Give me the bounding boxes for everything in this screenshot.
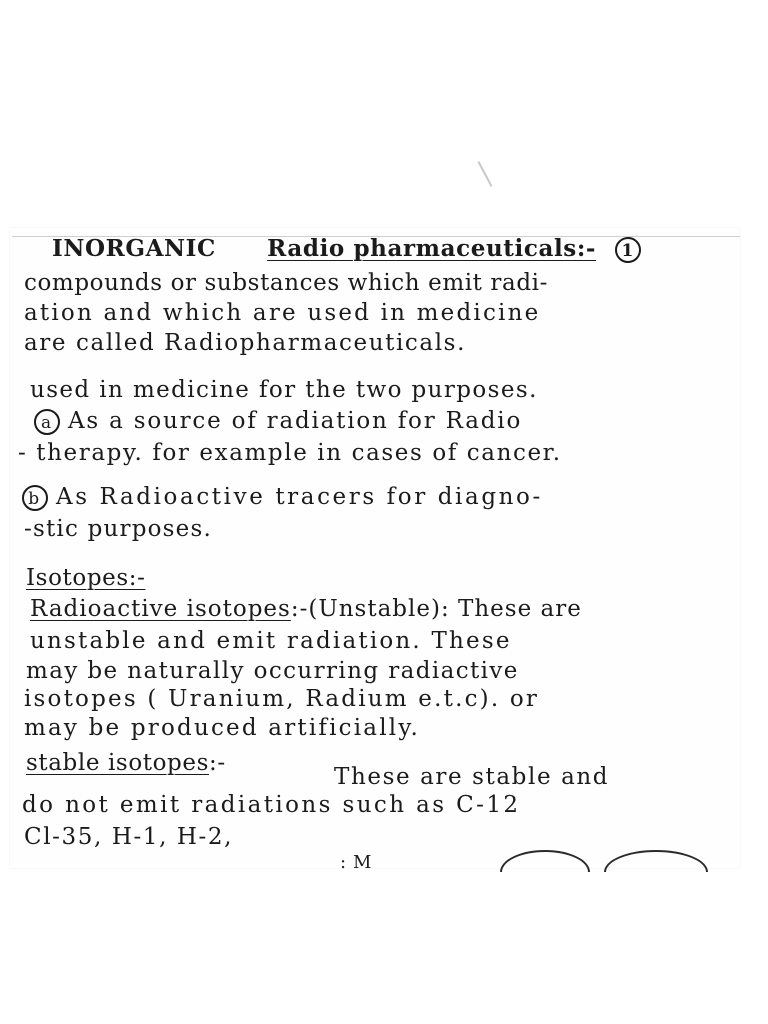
title-line: [52, 234, 649, 264]
definition-line-3: are called Radiopharmaceuticals.: [24, 330, 466, 356]
radioactive-qualifier: :-(Unstable): These are: [290, 596, 582, 622]
stable-heading: stable isotopes: [26, 750, 209, 776]
title-number: 1: [615, 237, 641, 263]
radioactive-line-5: may be produced artificially.: [24, 715, 420, 741]
radioactive-line-3: may be naturally occurring radiactive: [26, 658, 519, 684]
definition-line-2: ation and which are used in medicine: [24, 300, 541, 326]
use-b-line-2: -stic purposes.: [24, 516, 212, 542]
radioactive-line-2: unstable and emit radiation. These: [30, 628, 512, 654]
title-inorganic: INORGANIC: [52, 235, 216, 262]
stable-line-3: Cl-35, H-1, H-2,: [24, 824, 234, 850]
uses-intro: used in medicine for the two purposes.: [30, 377, 538, 403]
title-radiopharmaceuticals: Radio pharmaceuticals:-: [267, 235, 597, 262]
cutoff-text: : M: [340, 852, 373, 873]
use-b-marker: b: [22, 485, 48, 511]
use-a-marker: a: [34, 409, 60, 435]
radioactive-heading: Radioactive isotopes: [30, 596, 291, 622]
stable-line-1: [26, 748, 226, 778]
use-a-line-1: [34, 406, 522, 436]
stable-suffix: :-: [209, 750, 226, 776]
stable-line-2: do not emit radiations such as C-12: [22, 792, 521, 818]
radioactive-line-4: isotopes ( Uranium, Radium e.t.c). or: [24, 686, 540, 712]
radioactive-line-1: [30, 594, 582, 624]
use-b-text-1: As Radioactive tracers for diagno-: [56, 484, 543, 510]
use-a-line-2: - therapy. for example in cases of cancer.: [18, 440, 562, 466]
definition-line-1: compounds or substances which emit radi-: [24, 270, 548, 296]
use-a-text-1: As a source of radiation for Radio: [68, 408, 523, 434]
stable-body-first: These are stable and: [334, 764, 610, 790]
use-b-line-1: [22, 482, 543, 512]
stray-pen-mark: [478, 161, 493, 187]
isotopes-heading: Isotopes:-: [26, 565, 146, 591]
